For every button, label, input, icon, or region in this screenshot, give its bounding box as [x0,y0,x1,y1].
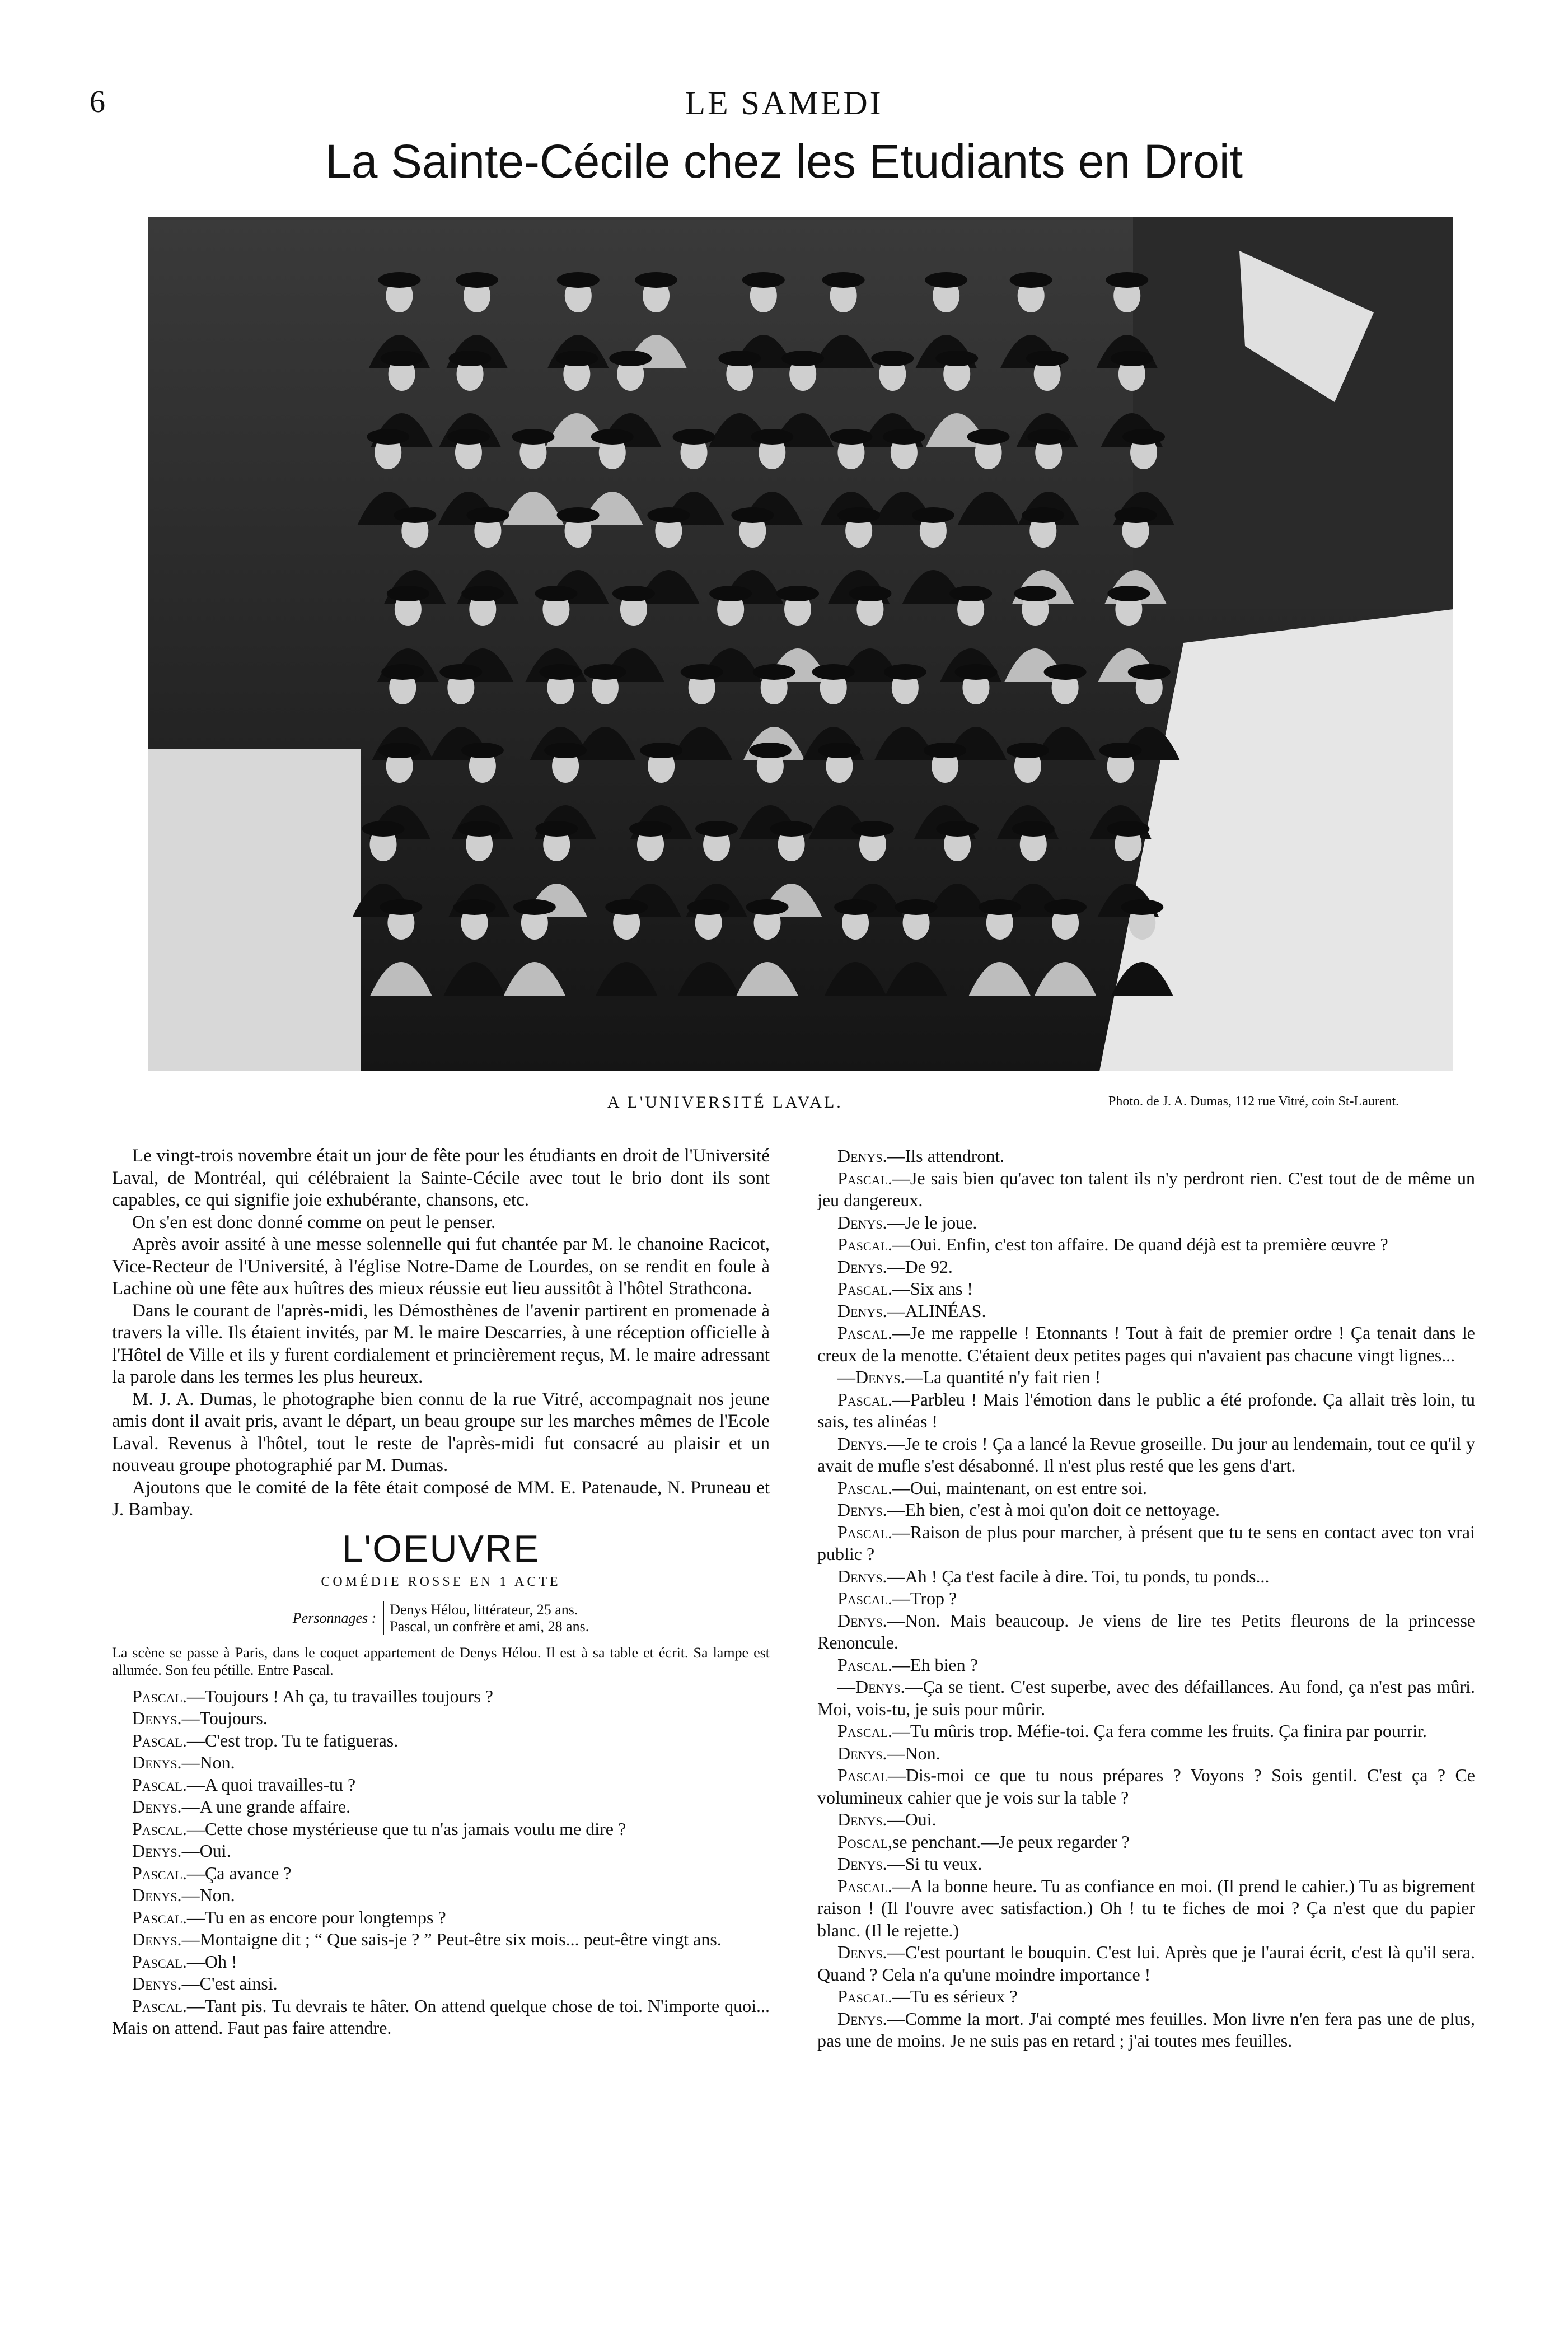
speaker-name: Pascal. [837,1389,892,1409]
line-text: —Trop ? [892,1588,957,1608]
line-text: —La quantité n'y fait rien ! [905,1367,1101,1387]
line-text: —Non. [181,1752,235,1772]
speaker-name: Denys. [837,1743,887,1763]
line-text: —Toujours. [181,1708,268,1728]
play-subtitle: COMÉDIE ROSSE EN 1 ACTE [321,1575,561,1589]
masthead: LE SAMEDI [685,85,883,122]
speaker-name: —Denys. [837,1677,905,1697]
dialogue-line [817,1610,1475,1654]
page-number: 6 [90,85,105,119]
dialogue-line [112,1995,770,2039]
article-paragraph: Dans le courant de l'après-midi, les Démosthènes de l'avenir partirent en promenade à travers la ville. Ils étaient invités, par M. le maire Descarries, à une réception officielle à l'Hôtel de Ville et ils y furent cordialement et princièrement reçus, M. le maire adressant la parole dans les termes les plus heureux. [112,1300,770,1387]
left-column [112,1145,770,2039]
speaker-name: —Denys. [837,1367,905,1387]
line-text: —Je te crois ! Ça a lancé la Revue groseille. Du jour au lendemain, tout ce qu'il y avait de mufle s'est désabonné. Il n'est plus resté que les gens d'art. [817,1433,1475,1475]
speaker-name: Denys. [132,1885,182,1905]
cast-entry: Pascal, un confrère et ami, 28 ans. [390,1618,589,1635]
article-paragraph: Ajoutons que le comité de la fête était composé de MM. E. Patenaude, N. Pruneau et J. Bambay. [112,1477,770,1520]
dialogue-line [817,1587,1475,1610]
line-text: —Tant pis. Tu devrais te hâter. On attend quelque chose de toi. N'importe quoi... Mais on attend. Faut pas faire attendre. [112,1995,770,2038]
article-paragraph: Le vingt-trois novembre était un jour de fête pour les étudiants en droit de l'Université Laval, de Montréal, qui célébraient la Sainte-Cécile avec tout le brio dont ils sont capables, ce qui signifie joie exhubérante, chansons, etc. [112,1146,770,1210]
speaker-name: Denys. [837,1433,887,1454]
speaker-name: Pascal. [132,1951,187,1972]
dialogue-line [817,1234,1475,1256]
speaker-name: Pascal. [837,1521,892,1542]
line-text: —A quoi travailles-tu ? [186,1774,356,1795]
play-title: L'OEUVRE [341,1527,540,1570]
line-text: —De 92. [887,1256,953,1277]
line-text: se penchant.—Je peux regarder ? [892,1831,1130,1852]
line-text: —Eh bien ? [892,1654,978,1675]
dialogue-line [112,1907,770,1929]
article-body [112,1145,770,1521]
line-text: —C'est pourtant le bouquin. C'est lui. Après que je l'aurai écrit, c'est là qu'il sera. Quand ? Cela n'a qu'une moindre importance ! [817,1942,1475,1985]
dialogue-line [817,1322,1475,1366]
line-text: —ALINÉAS. [887,1300,986,1321]
line-text: —Tu mûris trop. Méfie-toi. Ça fera comme les fruits. Ça finira par pourrir. [892,1721,1427,1741]
speaker-name: Pascal [837,1765,888,1785]
dialogue-line [112,1774,770,1796]
dialogue-line [817,1278,1475,1300]
speaker-name: Denys. [837,1146,887,1166]
dialogue-line [112,1884,770,1907]
dialogue-line [817,1809,1475,1831]
speaker-name: Pascal. [837,1875,892,1896]
article-paragraph: On s'en est donc donné comme on peut le penser. [132,1212,496,1232]
line-text: —Ça avance ? [186,1862,292,1883]
speaker-name: Pascal. [132,1730,187,1750]
dialogue-line [112,1818,770,1841]
speaker-name: Denys. [837,1566,887,1586]
speaker-name: Denys. [837,2008,887,2029]
photo-illustration [148,217,1453,1071]
speaker-name: Pascal. [837,1323,892,1343]
dialogue-line [817,1366,1475,1389]
line-text: —Comme la mort. J'ai compté mes feuilles. Mon livre n'en fera pas une de plus, pas une de moins. Je ne suis pas en retard ; j'ai toutes mes feuilles. [817,2008,1475,2051]
speaker-name: Denys. [837,1500,887,1520]
dialogue-right [817,1145,1475,2052]
line-text: —A une grande affaire. [181,1796,351,1817]
dialogue-line [112,1685,770,1708]
speaker-name: Pascal. [837,1234,892,1254]
dialogue-line [112,1796,770,1818]
dialogue-line [817,1566,1475,1588]
speaker-name: Denys. [837,1300,887,1321]
photo-caption: A L'UNIVERSITÉ LAVAL. [607,1093,843,1112]
cast-entries [383,1601,589,1635]
dialogue-line [817,1477,1475,1500]
group-photograph [148,217,1453,1071]
line-text: —Montaigne dit ; “ Que sais-je ? ” Peut-être six mois... peut-être vingt ans. [181,1929,722,1949]
speaker-name: Denys. [837,1809,887,1829]
dialogue-line [817,2008,1475,2052]
dialogue-line [817,1521,1475,1566]
dialogue-line [817,1389,1475,1433]
line-text: —Parbleu ! Mais l'émotion dans le public a été profonde. Ça allait très loin, tu sais, tes alinéas ! [817,1389,1475,1431]
dialogue-line [817,1300,1475,1323]
cast-entry: Denys Hélou, littérateur, 25 ans. [390,1601,578,1618]
line-text: —Dis-moi ce que tu nous prépares ? Voyons ? Sois gentil. C'est ça ? Ce volumineux cahier que je vois sur la table ? [817,1765,1475,1808]
speaker-name: Denys. [132,1708,182,1728]
line-text: —Non. Mais beaucoup. Je viens de lire tes Petits fleurons de la princesse Renoncule. [817,1610,1475,1652]
article-paragraph: Après avoir assité à une messe solennelle qui fut chantée par M. le chanoine Racicot, Vice-Recteur de l'Université, à l'église Notre-Dame de Lourdes, on se rendit en foule à Lachine où une fête aux huîtres des mieux réussie eut lieu aussitôt à l'hôtel Strathcona. [112,1234,770,1299]
speaker-name: Pascal. [132,1995,187,2016]
article-title: La Sainte-Cécile chez les Etudiants en Droit [325,135,1243,188]
dialogue-left [112,1685,770,2039]
dialogue-line [112,1730,770,1752]
line-text: —Je me rappelle ! Etonnants ! Tout à fait de premier ordre ! Ça tenait dans le creux de la menotte. C'étaient deux petites pages qui n'avaient pas chacune vingt lignes... [817,1323,1475,1365]
line-text: —Oh ! [186,1951,237,1972]
speaker-name: Pascal. [132,1685,187,1706]
line-text: —Oui, maintenant, on est entre soi. [892,1477,1147,1498]
speaker-name: Denys. [837,1212,887,1232]
cast-label: Personnages : [292,1609,377,1626]
line-text: —C'est trop. Tu te fatigueras. [186,1730,399,1750]
dialogue-line [817,1256,1475,1278]
dialogue-line [817,1831,1475,1853]
line-text: —Six ans ! [892,1278,973,1299]
dialogue-line [817,1743,1475,1765]
speaker-name: Denys. [837,1610,887,1631]
line-text: —A la bonne heure. Tu as confiance en moi. (Il prend le cahier.) Tu as bigrement raison ! (Il l'ouvre avec satisfaction.) Oh ! tu te fiches de moi ? Ça n'est que du papier blanc. (Il le rejette.) [817,1875,1475,1940]
line-text: —Je le joue. [887,1212,977,1232]
speaker-name: Pascal. [132,1818,187,1839]
speaker-name: Pascal. [132,1862,187,1883]
line-text: —Non. [887,1743,940,1763]
line-text: —Raison de plus pour marcher, à présent que tu te sens en contact avec ton vrai public ? [817,1521,1475,1564]
dialogue-line [817,1145,1475,1168]
stage-direction: La scène se passe à Paris, dans le coquet appartement de Denys Hélou. Il est à sa table et écrit. Sa lampe est allumée. Son feu pétille. Entre Pascal. [112,1644,770,1678]
dialogue-line [817,1654,1475,1677]
line-text: —Oui. [181,1841,231,1861]
photo-credit: Photo. de J. A. Dumas, 112 rue Vitré, coin St-Laurent. [1108,1094,1400,1109]
dialogue-line [817,1499,1475,1521]
speaker-name: Pascal. [132,1774,187,1795]
line-text: —Non. [181,1885,235,1905]
dialogue-line [112,1951,770,1973]
dialogue-line [817,1676,1475,1720]
line-text: —Toujours ! Ah ça, tu travailles toujours ? [186,1685,493,1706]
line-text: —Ah ! Ça t'est facile à dire. Toi, tu ponds, tu ponds... [887,1566,1270,1586]
line-text: —Tu en as encore pour longtemps ? [186,1907,446,1927]
speaker-name: Denys. [837,1256,887,1277]
dialogue-line [817,1168,1475,1212]
line-text: —Je sais bien qu'avec ton talent ils n'y perdront rien. C'est tout de de même un jeu dangereux. [817,1168,1475,1210]
speaker-name: Pascal. [837,1654,892,1675]
line-text: —Ils attendront. [887,1146,1005,1166]
dialogue-line [817,1941,1475,1986]
article-paragraph: M. J. A. Dumas, le photographe bien connu de la rue Vitré, accompagnait nos jeune amis dont il avait pris, avant le départ, un beau groupe sur les marches mêmes de l'Ecole Laval. Revenus à l'hôtel, tout le reste de l'après-midi fut consacré au plaisir et un nouveau groupe photographié par M. Dumas. [112,1389,770,1475]
dialogue-line [817,1875,1475,1942]
dialogue-line [112,1752,770,1774]
speaker-name: Pascal. [837,1721,892,1741]
line-text: —Tu es sérieux ? [892,1986,1018,2006]
dialogue-line [817,1212,1475,1234]
line-text: —C'est ainsi. [181,1973,278,1993]
stone-pillar-left [148,749,361,1071]
line-text: —Cette chose mystérieuse que tu n'as jamais voulu me dire ? [186,1818,626,1839]
dialogue-line [817,1764,1475,1809]
speaker-name: Denys. [132,1973,182,1993]
dialogue-line [112,1929,770,1951]
speaker-name: Denys. [837,1853,887,1874]
dialogue-line [817,1433,1475,1477]
line-text: —Oui. Enfin, c'est ton affaire. De quand déjà est ta première œuvre ? [892,1234,1388,1254]
dialogue-line [112,1973,770,1995]
speaker-name: Pascal. [837,1477,892,1498]
speaker-name: Pascal. [837,1986,892,2006]
speaker-name: Denys. [132,1752,182,1772]
dialogue-line [817,1720,1475,1743]
dialogue-line [817,1986,1475,2008]
speaker-name: Poscal, [837,1831,892,1852]
speaker-name: Pascal. [132,1907,187,1927]
speaker-name: Pascal. [837,1278,892,1299]
line-text: —Eh bien, c'est à moi qu'on doit ce nettoyage. [887,1500,1220,1520]
line-text: —Si tu veux. [887,1853,982,1874]
speaker-name: Denys. [132,1929,182,1949]
dialogue-line [817,1853,1475,1875]
dialogue-line [112,1862,770,1885]
speaker-name: Pascal. [837,1168,892,1188]
speaker-name: Denys. [132,1796,182,1817]
line-text: —Ça se tient. C'est superbe, avec des défaillances. Au fond, ça n'est pas mûri. Moi, vois-tu, je suis pour mûrir. [817,1677,1475,1719]
cast-list [112,1601,770,1635]
speaker-name: Pascal. [837,1588,892,1608]
line-text: —Oui. [887,1809,937,1829]
dialogue-line [112,1707,770,1730]
speaker-name: Denys. [132,1841,182,1861]
speaker-name: Denys. [837,1942,887,1962]
dialogue-line [112,1840,770,1862]
right-column [817,1145,1475,2052]
